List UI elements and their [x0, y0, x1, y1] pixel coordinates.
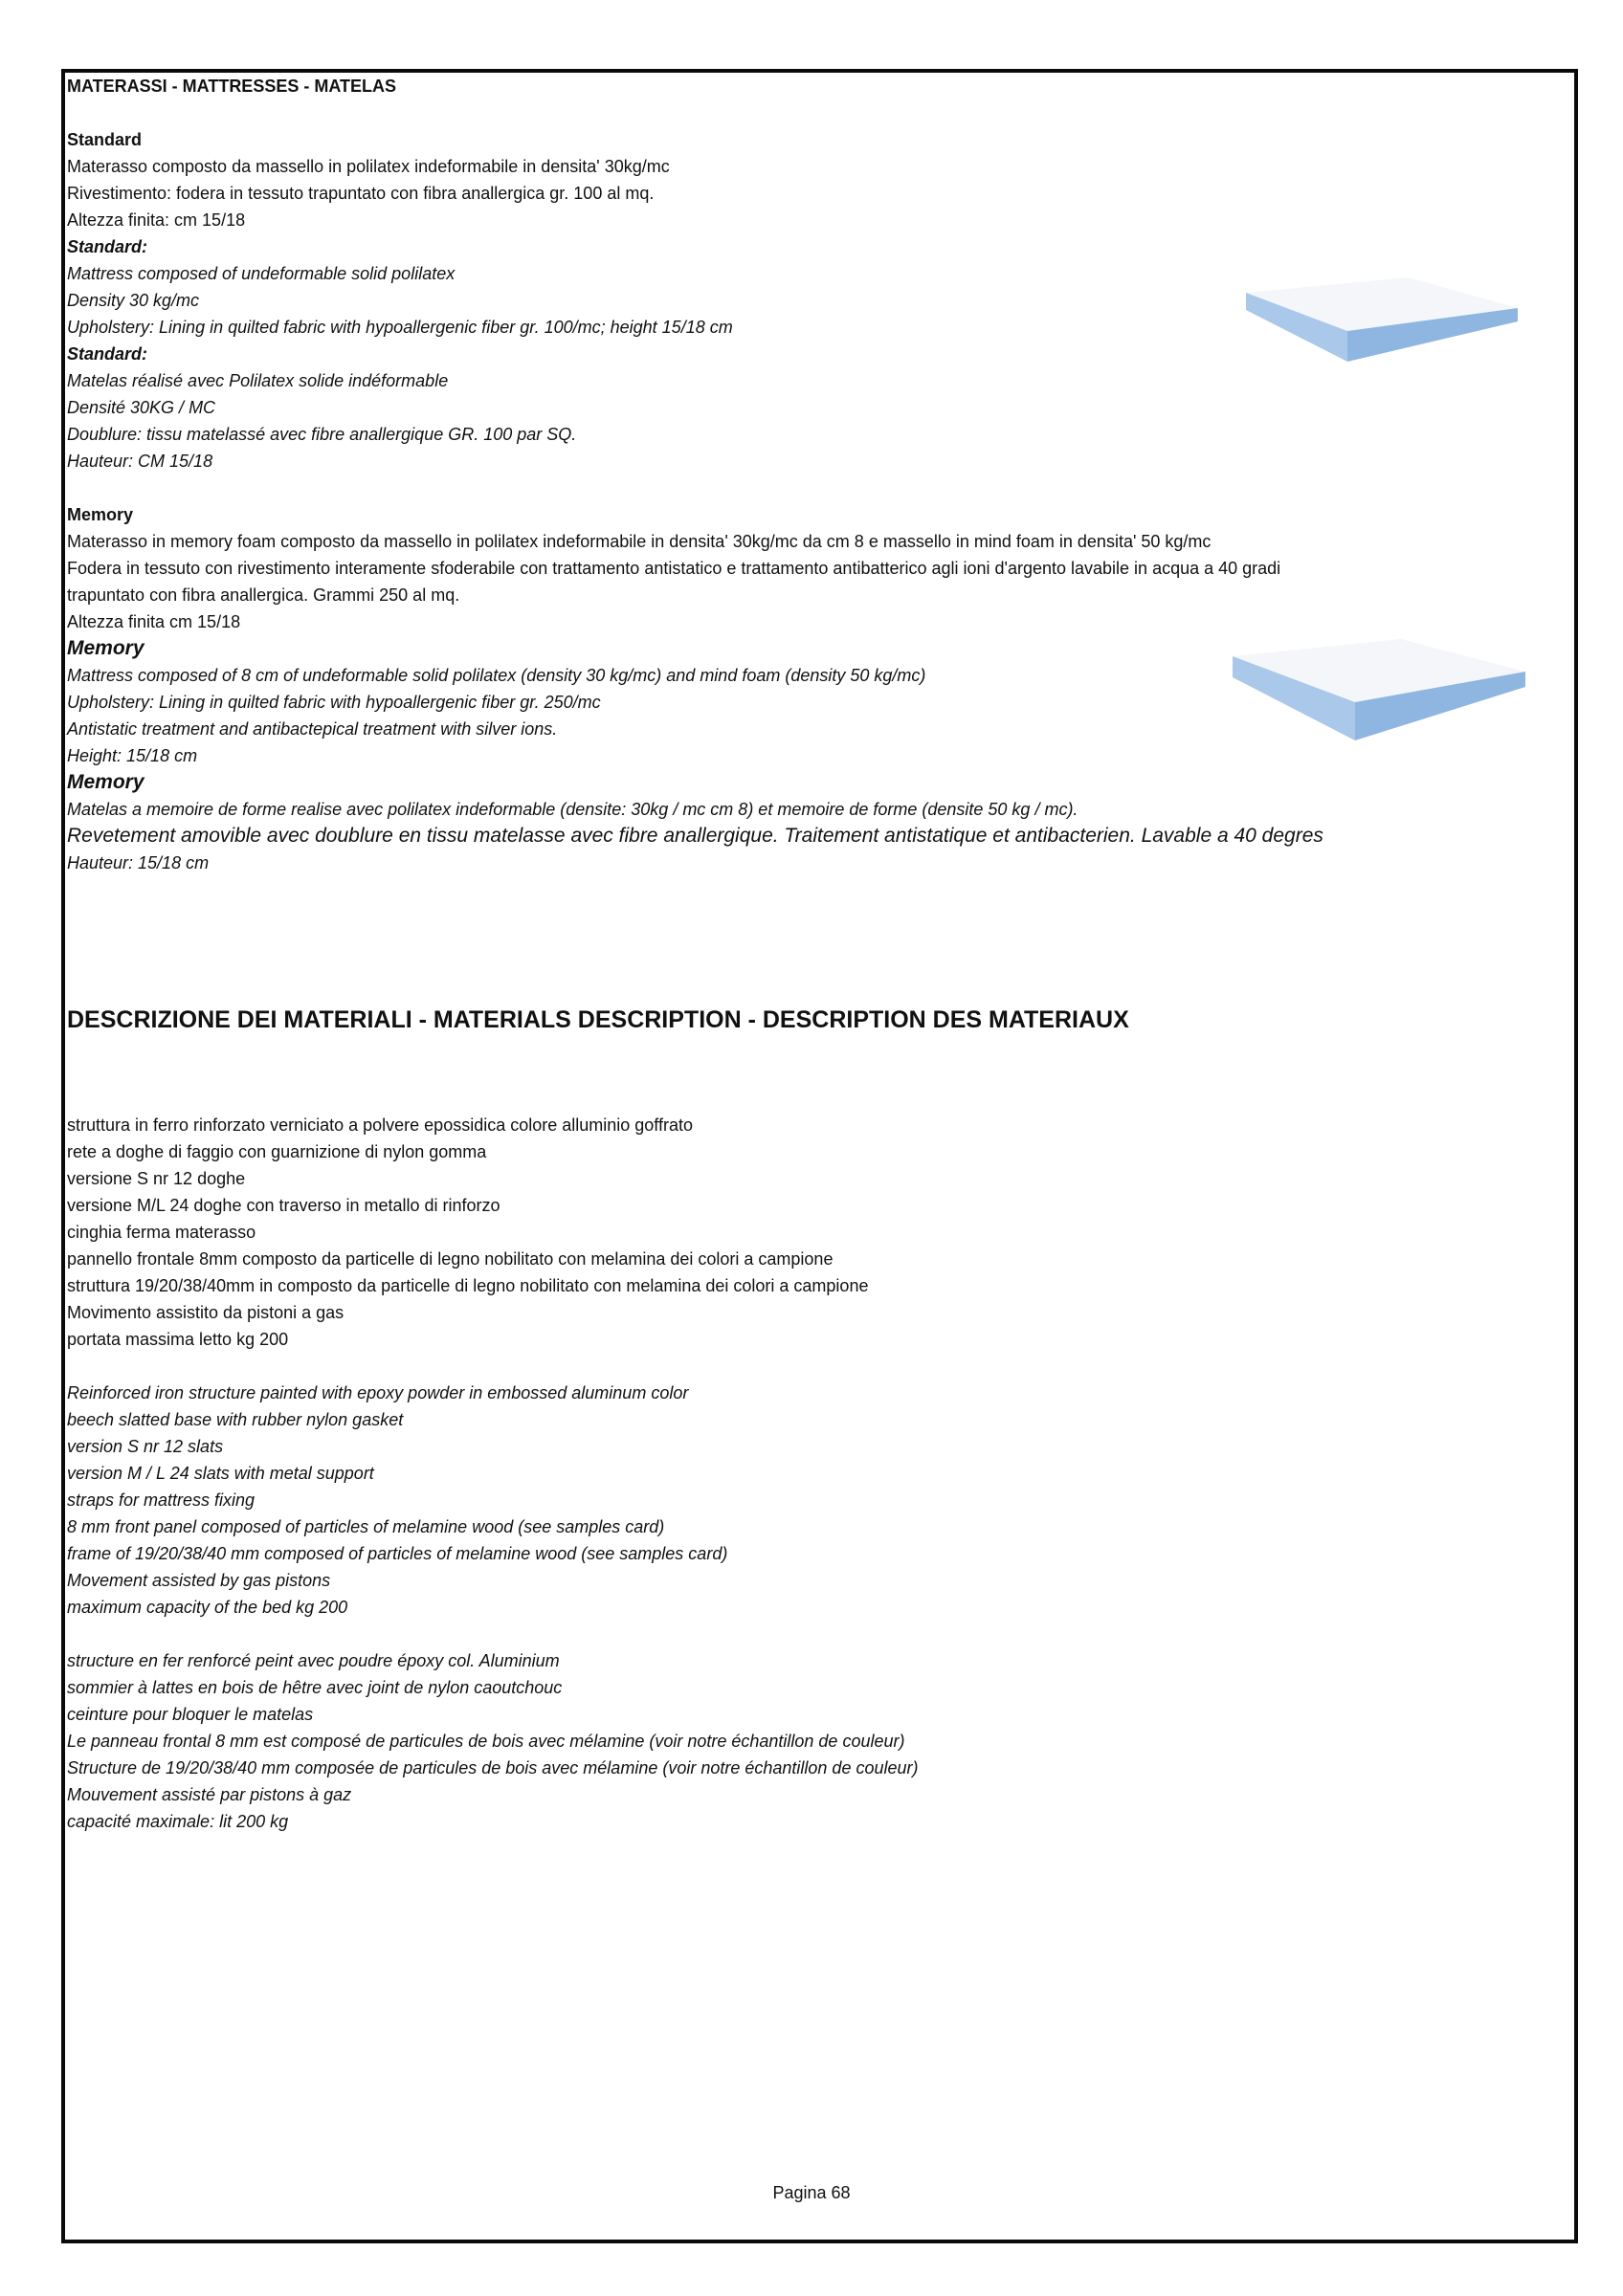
- text-line: portata massima letto kg 200: [67, 1330, 289, 1349]
- text-line: cinghia ferma materasso: [67, 1223, 256, 1242]
- text-line: Mattress composed of undeformable solid polilatex: [67, 264, 456, 283]
- text-line: Reinforced iron structure painted with epoxy powder in embossed aluminum color: [67, 1383, 689, 1402]
- text-line: Le panneau frontal 8 mm est composé de particules de bois avec mélamine (voir notre échantillon de couleur): [67, 1732, 905, 1751]
- text-line: Movimento assistito da pistoni a gas: [67, 1303, 345, 1322]
- text-line: pannello frontale 8mm composto da particelle di legno nobilitato con melamina dei colori a campione: [67, 1249, 834, 1269]
- section-title-mattresses: MATERASSI - MATTRESSES - MATELAS: [67, 77, 396, 96]
- text-line: versione S nr 12 doghe: [67, 1169, 246, 1188]
- memory-heading-it: Memory: [67, 505, 134, 524]
- text-line: Materasso in memory foam composto da massello in polilatex indeformabile in densita' 30kg/mc da cm 8 e massello in mind foam in densita' 50 kg/mc: [67, 532, 1212, 551]
- text-line: frame of 19/20/38/40 mm composed of particles of melamine wood (see samples card): [67, 1544, 728, 1563]
- text-line: Rivestimento: fodera in tessuto trapuntato con fibra anallergica gr. 100 al mq.: [67, 184, 655, 203]
- text-line: Doublure: tissu matelassé avec fibre anallergique GR. 100 par SQ.: [67, 425, 577, 444]
- text-line: 8 mm front panel composed of particles of melamine wood (see samples card): [67, 1517, 665, 1536]
- text-line: versione M/L 24 doghe con traverso in metallo di rinforzo: [67, 1196, 500, 1215]
- text-line: Fodera in tessuto con rivestimento interamente sfoderabile con trattamento antistatico e trattamento antibatterico agli ioni d'argento lavabile in acqua a 40 gradi: [67, 559, 1281, 578]
- text-line: Densité 30KG / MC: [67, 398, 216, 417]
- text-line: Movement assisted by gas pistons: [67, 1571, 331, 1590]
- standard-heading-it: Standard: [67, 130, 143, 149]
- text-line: Materasso composto da massello in polilatex indeformabile in densita' 30kg/mc: [67, 157, 670, 176]
- page-number: Pagina 68: [772, 2183, 851, 2202]
- text-line: struttura in ferro rinforzato verniciato a polvere epossidica colore alluminio goffrato: [67, 1115, 693, 1135]
- memory-heading-fr: Memory: [67, 771, 145, 793]
- text-line: Structure de 19/20/38/40 mm composée de particules de bois avec mélamine (voir notre échantillon de couleur): [67, 1758, 919, 1777]
- text-line: rete a doghe di faggio con guarnizione di nylon gomma: [67, 1142, 487, 1161]
- text-line: Hauteur: 15/18 cm: [67, 853, 210, 872]
- text-line: ceinture pour bloquer le matelas: [67, 1705, 314, 1724]
- standard-heading-en: Standard:: [67, 237, 148, 256]
- mattress-memory-image: [1229, 633, 1535, 748]
- mattress-standard-image: [1240, 272, 1527, 377]
- text-line: version M / L 24 slats with metal support: [67, 1464, 374, 1483]
- text-line: beech slatted base with rubber nylon gasket: [67, 1410, 404, 1429]
- memory-heading-en: Memory: [67, 637, 145, 659]
- text-line: capacité maximale: lit 200 kg: [67, 1812, 289, 1831]
- text-line: struttura 19/20/38/40mm in composto da particelle di legno nobilitato con melamina dei colori a campione: [67, 1276, 869, 1295]
- text-line: Upholstery: Lining in quilted fabric with hypoallergenic fiber gr. 100/mc; height 15/18 cm: [67, 318, 733, 337]
- text-line: Hauteur: CM 15/18: [67, 452, 213, 471]
- text-line: structure en fer renforcé peint avec poudre époxy col. Aluminium: [67, 1651, 560, 1670]
- text-line: Matelas a memoire de forme realise avec polilatex indeformable (densite: 30kg / mc cm 8) et memoire de forme (densite 50 kg / mc).: [67, 800, 1078, 819]
- text-line: Altezza finita cm 15/18: [67, 612, 241, 631]
- section-title-materials: DESCRIZIONE DEI MATERIALI - MATERIALS DESCRIPTION - DESCRIPTION DES MATERIAUX: [67, 1006, 1129, 1033]
- text-line: maximum capacity of the bed kg 200: [67, 1598, 348, 1617]
- text-line: version S nr 12 slats: [67, 1437, 224, 1456]
- text-line: Density 30 kg/mc: [67, 291, 200, 310]
- text-line: Matelas réalisé avec Polilatex solide indéformable: [67, 371, 449, 390]
- text-line: Antistatic treatment and antibactерical treatment with silver ions.: [67, 719, 558, 739]
- text-line: trapuntato con fibra anallergica. Grammi 250 al mq.: [67, 585, 460, 605]
- text-line: Altezza finita: cm 15/18: [67, 210, 246, 230]
- text-line: Mouvement assisté par pistons à gaz: [67, 1785, 352, 1804]
- text-line: Mattress composed of 8 cm of undeformable solid polilatex (density 30 kg/mc) and mind foam (density 50 kg/mc): [67, 666, 926, 685]
- text-line: Height: 15/18 cm: [67, 746, 198, 765]
- text-line: straps for mattress fixing: [67, 1490, 256, 1510]
- standard-heading-fr: Standard:: [67, 344, 148, 364]
- text-line: sommier à lattes en bois de hêtre avec joint de nylon caoutchouc: [67, 1678, 563, 1697]
- text-line: Revetement amovible avec doublure en tissu matelasse avec fibre anallergique. Traitement antistatique et antibacterien. Lavable a 40 degres: [67, 825, 1323, 847]
- text-line: Upholstery: Lining in quilted fabric with hypoallergenic fiber gr. 250/mc: [67, 693, 601, 712]
